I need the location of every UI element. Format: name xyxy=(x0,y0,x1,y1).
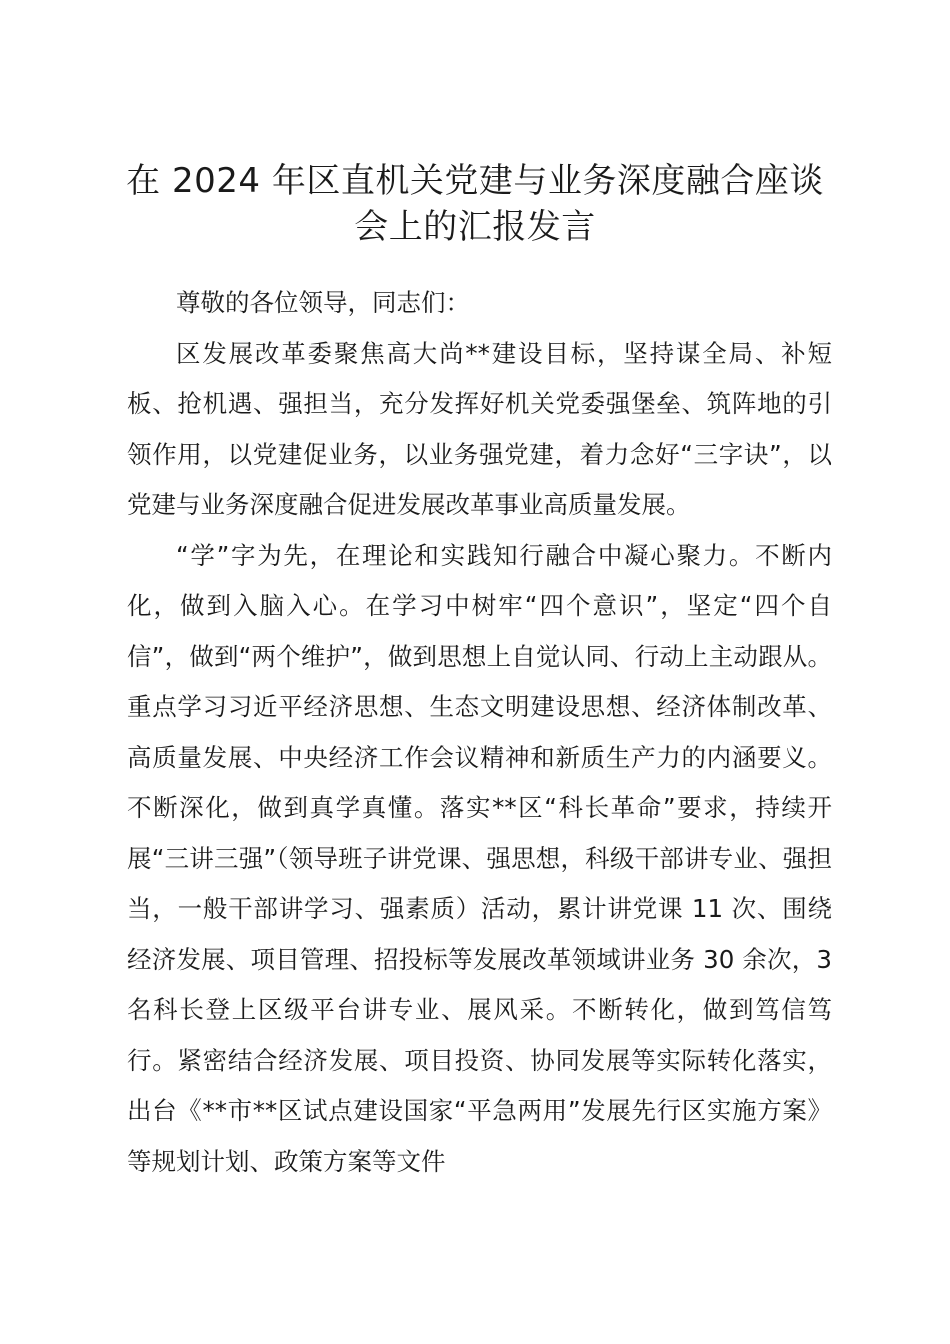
title-line-1: 在 2024 年区直机关党建与业务深度融合座谈 xyxy=(126,161,824,201)
salutation: 尊敬的各位领导，同志们： xyxy=(176,288,470,317)
paragraph-intro: 区发展改革委聚焦高大尚**建设目标，坚持谋全局、补短板、抢机遇、强担当，充分发挥好机关党委强堡垒、筑阵地的引领作用，以党建促业务，以业务强党建，着力念好“三字诀”，以党建与业务深度融合促进发展改革事业高质量发展。 xyxy=(127,338,832,519)
document-body xyxy=(127,278,832,1187)
document-title xyxy=(115,158,835,250)
title-line-2: 会上的汇报发言 xyxy=(354,207,596,247)
paragraph-study: “学”字为先，在理论和实践知行融合中凝心聚力。不断内化，做到入脑入心。在学习中树牢“四个意识”，坚定“四个自信”，做到“两个维护”，做到思想上自觉认同、行动上主动跟从。重点学习习近平经济思想、生态文明建设思想、经济体制改革、高质量发展、中央经济工作会议精神和新质生产力的内涵要义。不断深化，做到真学真懂。落实**区“科长革命”要求，持续开展“三讲三强”（领导班子讲党课、强思想，科级干部讲专业、强担当，一般干部讲学习、强素质）活动，累计讲党课 11 次、围绕经济发展、项目管理、招投标等发展改革领域讲业务 30 余次，3 名科长登上区级平台讲专业、展风采。不断转化，做到笃信笃行。紧密结合经济发展、项目投资、协同发展等实际转化落实，出台《**市**区试点建设国家“平急两用”发展先行区实施方案》等规划计划、政策方案等文件 xyxy=(127,540,832,1176)
